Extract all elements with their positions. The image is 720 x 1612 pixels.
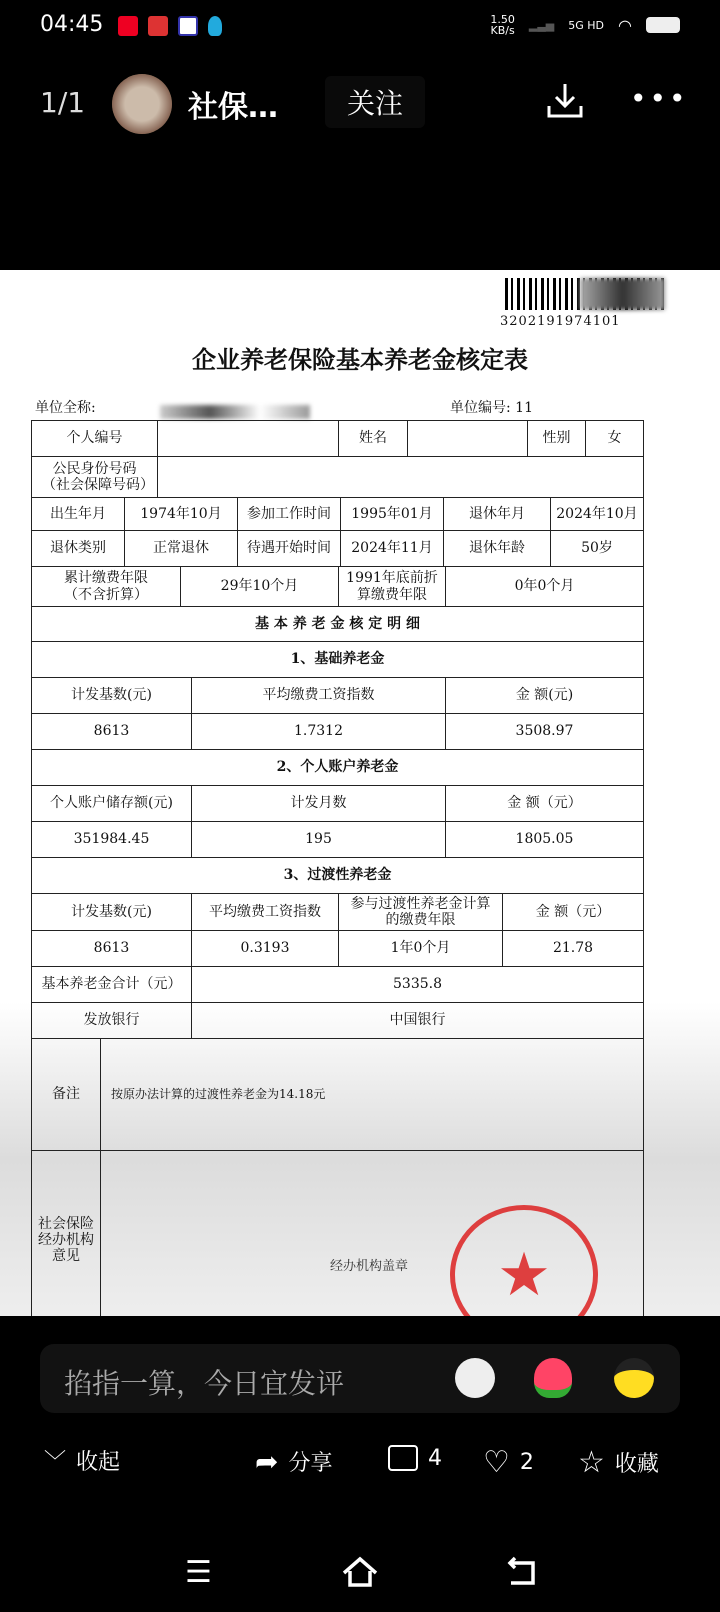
like-button[interactable]	[483, 1445, 534, 1480]
total-years-value: 29年10个月	[180, 566, 339, 607]
cat-emoji-icon[interactable]	[455, 1358, 495, 1398]
redaction	[580, 278, 665, 310]
app-notification-icon	[148, 16, 168, 36]
signal-icon: ▂▃▅	[528, 18, 555, 32]
battery-icon	[646, 17, 680, 33]
net-speed: 1.50	[490, 13, 515, 26]
like-count: 2	[519, 1450, 534, 1475]
qq-icon	[208, 16, 222, 36]
menu-icon[interactable]: ☰	[185, 1555, 212, 1590]
name-value	[407, 420, 528, 457]
barcode-number: 3202191974101	[500, 314, 621, 329]
s3-value: 8613	[31, 930, 192, 967]
total-value: 5335.8	[191, 966, 644, 1003]
header-bar	[0, 78, 720, 128]
unit-no: 11	[515, 400, 533, 416]
stamp-text: 经办机构盖章	[330, 1259, 409, 1274]
collapse-label: 收起	[76, 1450, 121, 1475]
bank-value: 中国银行	[191, 1002, 644, 1039]
unit-no-label: 单位编号:	[450, 400, 511, 416]
benefit-start-label: 待遇开始时间	[237, 530, 341, 567]
remark-label: 备注	[31, 1038, 101, 1151]
total-label: 基本养老金合计（元）	[31, 966, 192, 1003]
favorite-label: 收藏	[614, 1452, 659, 1477]
retire-date-label: 退休年月	[443, 497, 551, 531]
more-icon[interactable]: •••	[630, 82, 689, 115]
avatar[interactable]	[112, 74, 172, 134]
comment-button[interactable]	[388, 1445, 442, 1471]
id-no-label: 公民身份号码（社会保障号码）	[31, 456, 158, 498]
pre1991-label: 1991年底前折算缴费年限	[338, 566, 446, 607]
pension-document-image	[0, 270, 720, 1316]
download-icon[interactable]	[545, 80, 585, 120]
redaction	[160, 405, 310, 419]
pre1991-value: 0年0个月	[445, 566, 644, 607]
share-label: 分享	[288, 1451, 333, 1476]
personal-no-label: 个人编号	[31, 420, 158, 457]
cool-emoji-icon[interactable]	[614, 1358, 654, 1398]
network-type: 5G HD	[568, 18, 605, 32]
s2-header: 计发月数	[191, 785, 446, 822]
favorite-button[interactable]	[578, 1445, 659, 1480]
gender-label: 性别	[527, 420, 586, 457]
work-start-value: 1995年01月	[340, 497, 444, 531]
birth-value: 1974年10月	[124, 497, 238, 531]
retire-type-value: 正常退休	[124, 530, 238, 567]
detail-title: 基 本 养 老 金 核 定 明 细	[31, 606, 644, 642]
heart-icon: ♡	[483, 1445, 510, 1480]
comment-input[interactable]	[40, 1344, 680, 1413]
status-time: 04:45	[40, 12, 104, 37]
retire-age-label: 退休年龄	[443, 530, 551, 567]
share-icon: ➦	[255, 1445, 279, 1478]
benefit-start-value: 2024年11月	[340, 530, 444, 567]
follow-button[interactable]: 关注	[325, 76, 425, 128]
section2-title: 2、个人账户养老金	[31, 749, 644, 786]
s3-header: 金 额（元）	[502, 893, 644, 931]
s3-value: 1年0个月	[338, 930, 503, 967]
s3-value: 0.3193	[191, 930, 339, 967]
s2-header: 金 额（元）	[445, 785, 644, 822]
retire-type-label: 退休类别	[31, 530, 125, 567]
comment-count: 4	[428, 1445, 442, 1471]
app-notification-icon	[178, 16, 198, 36]
wifi-icon: ◠	[618, 15, 632, 35]
personal-no-value	[157, 420, 339, 457]
total-years-label: 累计缴费年限（不含折算）	[31, 566, 181, 607]
s1-value: 8613	[31, 713, 192, 750]
s3-header: 平均缴费工资指数	[191, 893, 339, 931]
home-icon[interactable]	[340, 1555, 380, 1593]
s2-value: 351984.45	[31, 821, 192, 858]
s1-header: 金 额(元)	[445, 677, 644, 714]
agency-label: 社会保险经办机构意见	[31, 1150, 101, 1316]
id-no-value	[157, 456, 644, 498]
status-right	[490, 14, 680, 36]
work-start-label: 参加工作时间	[237, 497, 341, 531]
s3-value: 21.78	[502, 930, 644, 967]
net-unit: KB/s	[490, 24, 515, 37]
app-notification-icon	[118, 16, 138, 36]
s1-header: 平均缴费工资指数	[191, 677, 446, 714]
comment-placeholder: 掐指一算，今日宜发评	[64, 1367, 345, 1400]
section1-title: 1、基础养老金	[31, 641, 644, 678]
bank-label: 发放银行	[31, 1002, 192, 1039]
s1-value: 1.7312	[191, 713, 446, 750]
s2-value: 1805.05	[445, 821, 644, 858]
s3-header: 计发基数(元)	[31, 893, 192, 931]
s1-value: 3508.97	[445, 713, 644, 750]
birth-label: 出生年月	[31, 497, 125, 531]
notification-icons	[118, 16, 222, 36]
back-icon[interactable]	[505, 1555, 539, 1593]
chevron-down-icon: ﹀	[44, 1450, 67, 1475]
comment-icon	[388, 1445, 418, 1471]
section3-title: 3、过渡性养老金	[31, 857, 644, 894]
s3-header: 参与过渡性养老金计算的缴费年限	[338, 893, 503, 931]
share-button[interactable]	[255, 1445, 332, 1478]
collapse-button[interactable]	[44, 1445, 120, 1476]
retire-age-value: 50岁	[550, 530, 644, 567]
name-label: 姓名	[338, 420, 408, 457]
star-icon: ☆	[578, 1445, 605, 1480]
retire-date-value: 2024年10月	[550, 497, 644, 531]
unit-name-label: 单位全称:	[35, 400, 96, 416]
official-seal-star-icon: ★	[450, 1205, 598, 1316]
gender-value: 女	[585, 420, 644, 457]
s1-header: 计发基数(元)	[31, 677, 192, 714]
s2-header: 个人账户储存额(元)	[31, 785, 192, 822]
page-indicator: 1/1	[40, 86, 86, 119]
s2-value: 195	[191, 821, 446, 858]
tulip-emoji-icon[interactable]	[534, 1358, 572, 1398]
remark-value: 按原办法计算的过渡性养老金为14.18元	[100, 1038, 644, 1151]
document-title: 企业养老保险基本养老金核定表	[192, 345, 528, 374]
author-name[interactable]: 社保…	[188, 90, 278, 125]
